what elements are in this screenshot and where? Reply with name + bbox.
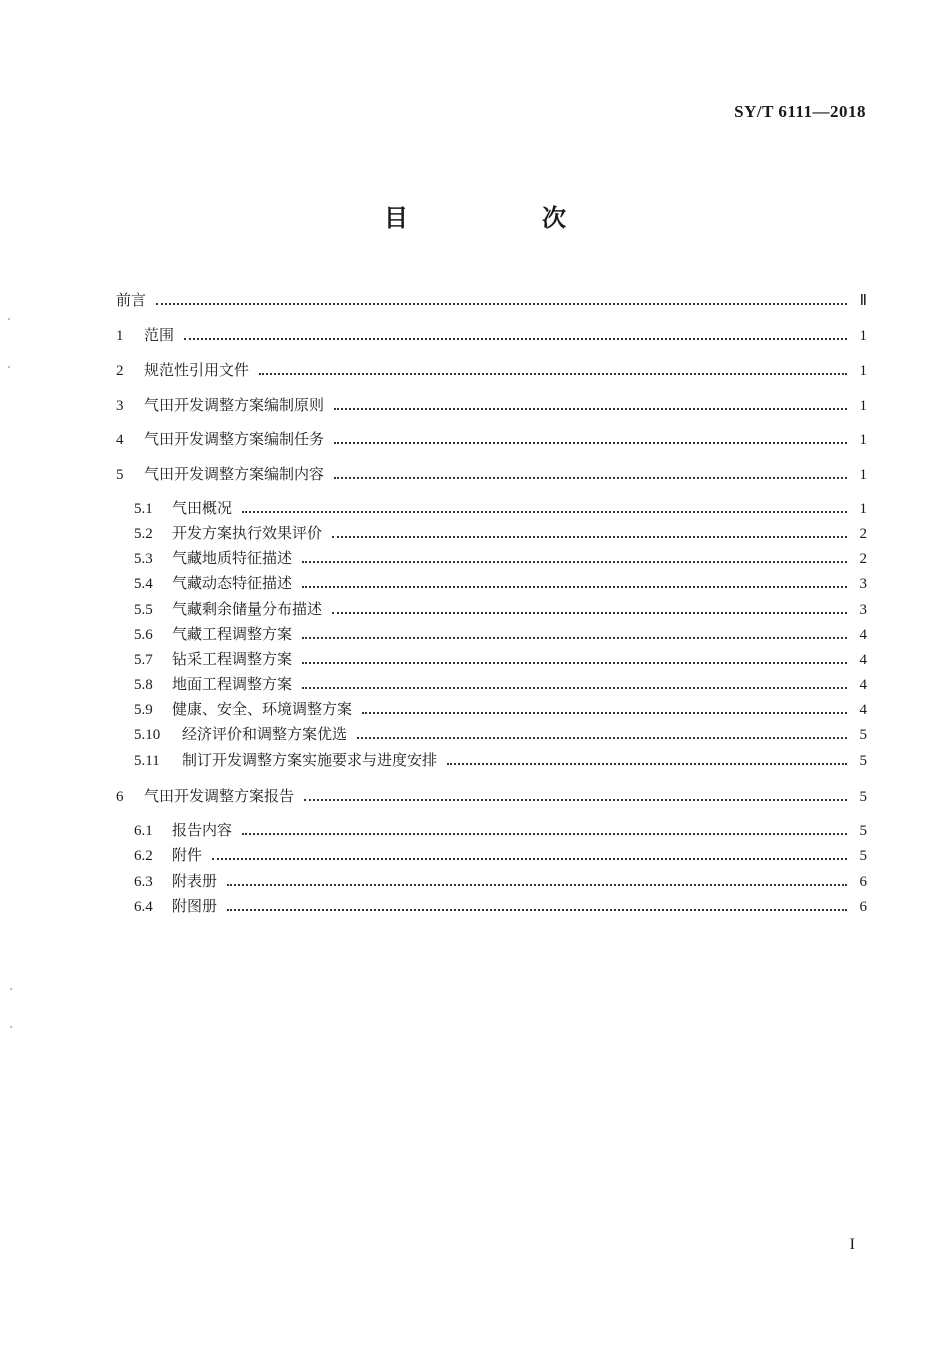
toc-entry[interactable] xyxy=(116,427,867,449)
toc-entry-label: 气田开发调整方案编制任务 xyxy=(144,430,325,448)
page-title: 目 次 xyxy=(384,204,621,232)
dot-leader xyxy=(184,338,847,340)
toc-entry-page: 2 xyxy=(859,551,867,567)
toc-entry-page: 1 xyxy=(859,363,867,379)
toc-entry-label: 范围 xyxy=(144,326,175,344)
toc-entry-label: 气田开发调整方案报告 xyxy=(144,787,295,805)
toc-entry-page: 5 xyxy=(859,848,867,864)
toc-entry[interactable] xyxy=(134,672,867,694)
toc-entry-number: 6.3 xyxy=(134,874,153,890)
toc-entry-number: 5.9 xyxy=(134,702,153,718)
toc-entry-label: 气田概况 xyxy=(172,499,233,517)
toc-entry-label: 报告内容 xyxy=(172,821,233,839)
toc-entry-label: 气藏地质特征描述 xyxy=(172,549,293,567)
scan-speck xyxy=(8,318,10,320)
standard-code: SY/T 6111—2018 xyxy=(734,102,866,121)
dot-leader xyxy=(242,511,847,513)
toc-entry-number: 5.8 xyxy=(134,677,153,693)
scan-speck xyxy=(10,988,12,990)
toc-entry-page: 4 xyxy=(859,627,867,643)
toc-entry[interactable] xyxy=(134,597,867,619)
toc-entry-page: 6 xyxy=(859,874,867,890)
toc-entry[interactable] xyxy=(134,496,867,518)
toc-entry-number: 5.5 xyxy=(134,602,153,618)
toc-entry-number: 6 xyxy=(116,789,124,805)
toc-entry-number: 5.7 xyxy=(134,652,153,668)
toc-entry[interactable] xyxy=(134,748,867,770)
toc-entry-page: 4 xyxy=(859,702,867,718)
toc-entry-page: 5 xyxy=(859,789,867,805)
dot-leader xyxy=(212,858,847,860)
toc-entry[interactable] xyxy=(134,571,867,593)
toc-entry-number: 5.11 xyxy=(134,753,160,769)
toc-entry[interactable] xyxy=(134,647,867,669)
toc-entry-page: 2 xyxy=(859,526,867,542)
toc-entry-label: 规范性引用文件 xyxy=(144,361,250,379)
dot-leader xyxy=(302,561,847,563)
toc-entry-number: 1 xyxy=(116,328,124,344)
toc-entry[interactable] xyxy=(134,521,867,543)
toc-entry-number: 4 xyxy=(116,432,124,448)
toc-entry-page: 1 xyxy=(859,501,867,517)
toc-entry-page: Ⅱ xyxy=(859,293,867,309)
dot-leader xyxy=(362,712,847,714)
toc-entry-page: 1 xyxy=(859,467,867,483)
dot-leader xyxy=(156,303,847,305)
dot-leader xyxy=(259,373,847,375)
dot-leader xyxy=(242,833,847,835)
dot-leader xyxy=(302,687,847,689)
dot-leader xyxy=(334,477,847,479)
dot-leader xyxy=(334,442,847,444)
toc-entry[interactable] xyxy=(134,546,867,568)
toc-entry-number: 5.3 xyxy=(134,551,153,567)
toc-entry-number: 5 xyxy=(116,467,124,483)
toc-entry-number: 6.4 xyxy=(134,899,153,915)
toc-entry-number: 5.2 xyxy=(134,526,153,542)
toc-entry-label: 地面工程调整方案 xyxy=(172,675,293,693)
toc-entry-number: 5.1 xyxy=(134,501,153,517)
page-number: I xyxy=(849,1236,855,1253)
toc-entry-number: 6.2 xyxy=(134,848,153,864)
toc-entry[interactable] xyxy=(134,843,867,865)
dot-leader xyxy=(302,586,847,588)
dot-leader xyxy=(332,536,847,538)
toc-entry-label: 前言 xyxy=(116,291,147,309)
dot-leader xyxy=(302,637,847,639)
toc-entry-number: 5.10 xyxy=(134,727,161,743)
toc-entry[interactable] xyxy=(116,462,867,484)
toc-entry-label: 开发方案执行效果评价 xyxy=(172,524,323,542)
toc-entry-number: 6.1 xyxy=(134,823,153,839)
dot-leader xyxy=(227,884,847,886)
toc-entry-label: 气藏动态特征描述 xyxy=(172,574,293,592)
toc-entry-number: 5.6 xyxy=(134,627,153,643)
dot-leader xyxy=(332,612,847,614)
dot-leader xyxy=(227,909,847,911)
toc-entry[interactable] xyxy=(134,869,867,891)
toc-entry-number: 5.4 xyxy=(134,576,153,592)
dot-leader xyxy=(447,763,847,765)
toc-entry[interactable] xyxy=(116,323,867,345)
toc-entry-label: 气田开发调整方案编制原则 xyxy=(144,396,325,414)
toc-entry[interactable] xyxy=(134,697,867,719)
toc-entry-page: 5 xyxy=(859,753,867,769)
dot-leader xyxy=(304,799,847,801)
toc-entry-page: 4 xyxy=(859,652,867,668)
toc-entry-page: 4 xyxy=(859,677,867,693)
toc-entry-label: 气藏工程调整方案 xyxy=(172,625,293,643)
toc-entry[interactable] xyxy=(116,393,867,415)
toc-entry-page: 3 xyxy=(859,602,867,618)
toc-entry-page: 6 xyxy=(859,899,867,915)
toc-entry-page: 1 xyxy=(859,398,867,414)
toc-entry-label: 附图册 xyxy=(172,897,218,915)
toc-entry[interactable] xyxy=(134,622,867,644)
toc-entry-label: 附表册 xyxy=(172,872,218,890)
toc-entry[interactable] xyxy=(134,818,867,840)
toc-entry[interactable] xyxy=(116,358,867,380)
toc-entry[interactable] xyxy=(134,894,867,916)
dot-leader xyxy=(302,662,847,664)
toc-entry-label: 钻采工程调整方案 xyxy=(172,650,293,668)
toc-entry[interactable] xyxy=(116,288,867,310)
toc-entry-label: 附件 xyxy=(172,846,203,864)
scan-speck xyxy=(10,1026,12,1028)
toc-entry-page: 5 xyxy=(859,823,867,839)
toc-entry-page: 1 xyxy=(859,328,867,344)
toc-entry-label: 经济评价和调整方案优选 xyxy=(182,725,348,743)
toc-entry[interactable] xyxy=(134,722,867,744)
scan-speck xyxy=(8,366,10,368)
toc-entry-label: 气藏剩余储量分布描述 xyxy=(172,600,323,618)
toc-entry[interactable] xyxy=(116,784,867,806)
toc-entry-page: 5 xyxy=(859,727,867,743)
toc-entry-page: 1 xyxy=(859,432,867,448)
toc-entry-label: 制订开发调整方案实施要求与进度安排 xyxy=(182,751,438,769)
dot-leader xyxy=(334,408,847,410)
toc-entry-number: 3 xyxy=(116,398,124,414)
dot-leader xyxy=(357,737,847,739)
toc-entry-label: 气田开发调整方案编制内容 xyxy=(144,465,325,483)
toc-entry-number: 2 xyxy=(116,363,124,379)
toc-entry-page: 3 xyxy=(859,576,867,592)
toc-entry-label: 健康、安全、环境调整方案 xyxy=(172,700,353,718)
